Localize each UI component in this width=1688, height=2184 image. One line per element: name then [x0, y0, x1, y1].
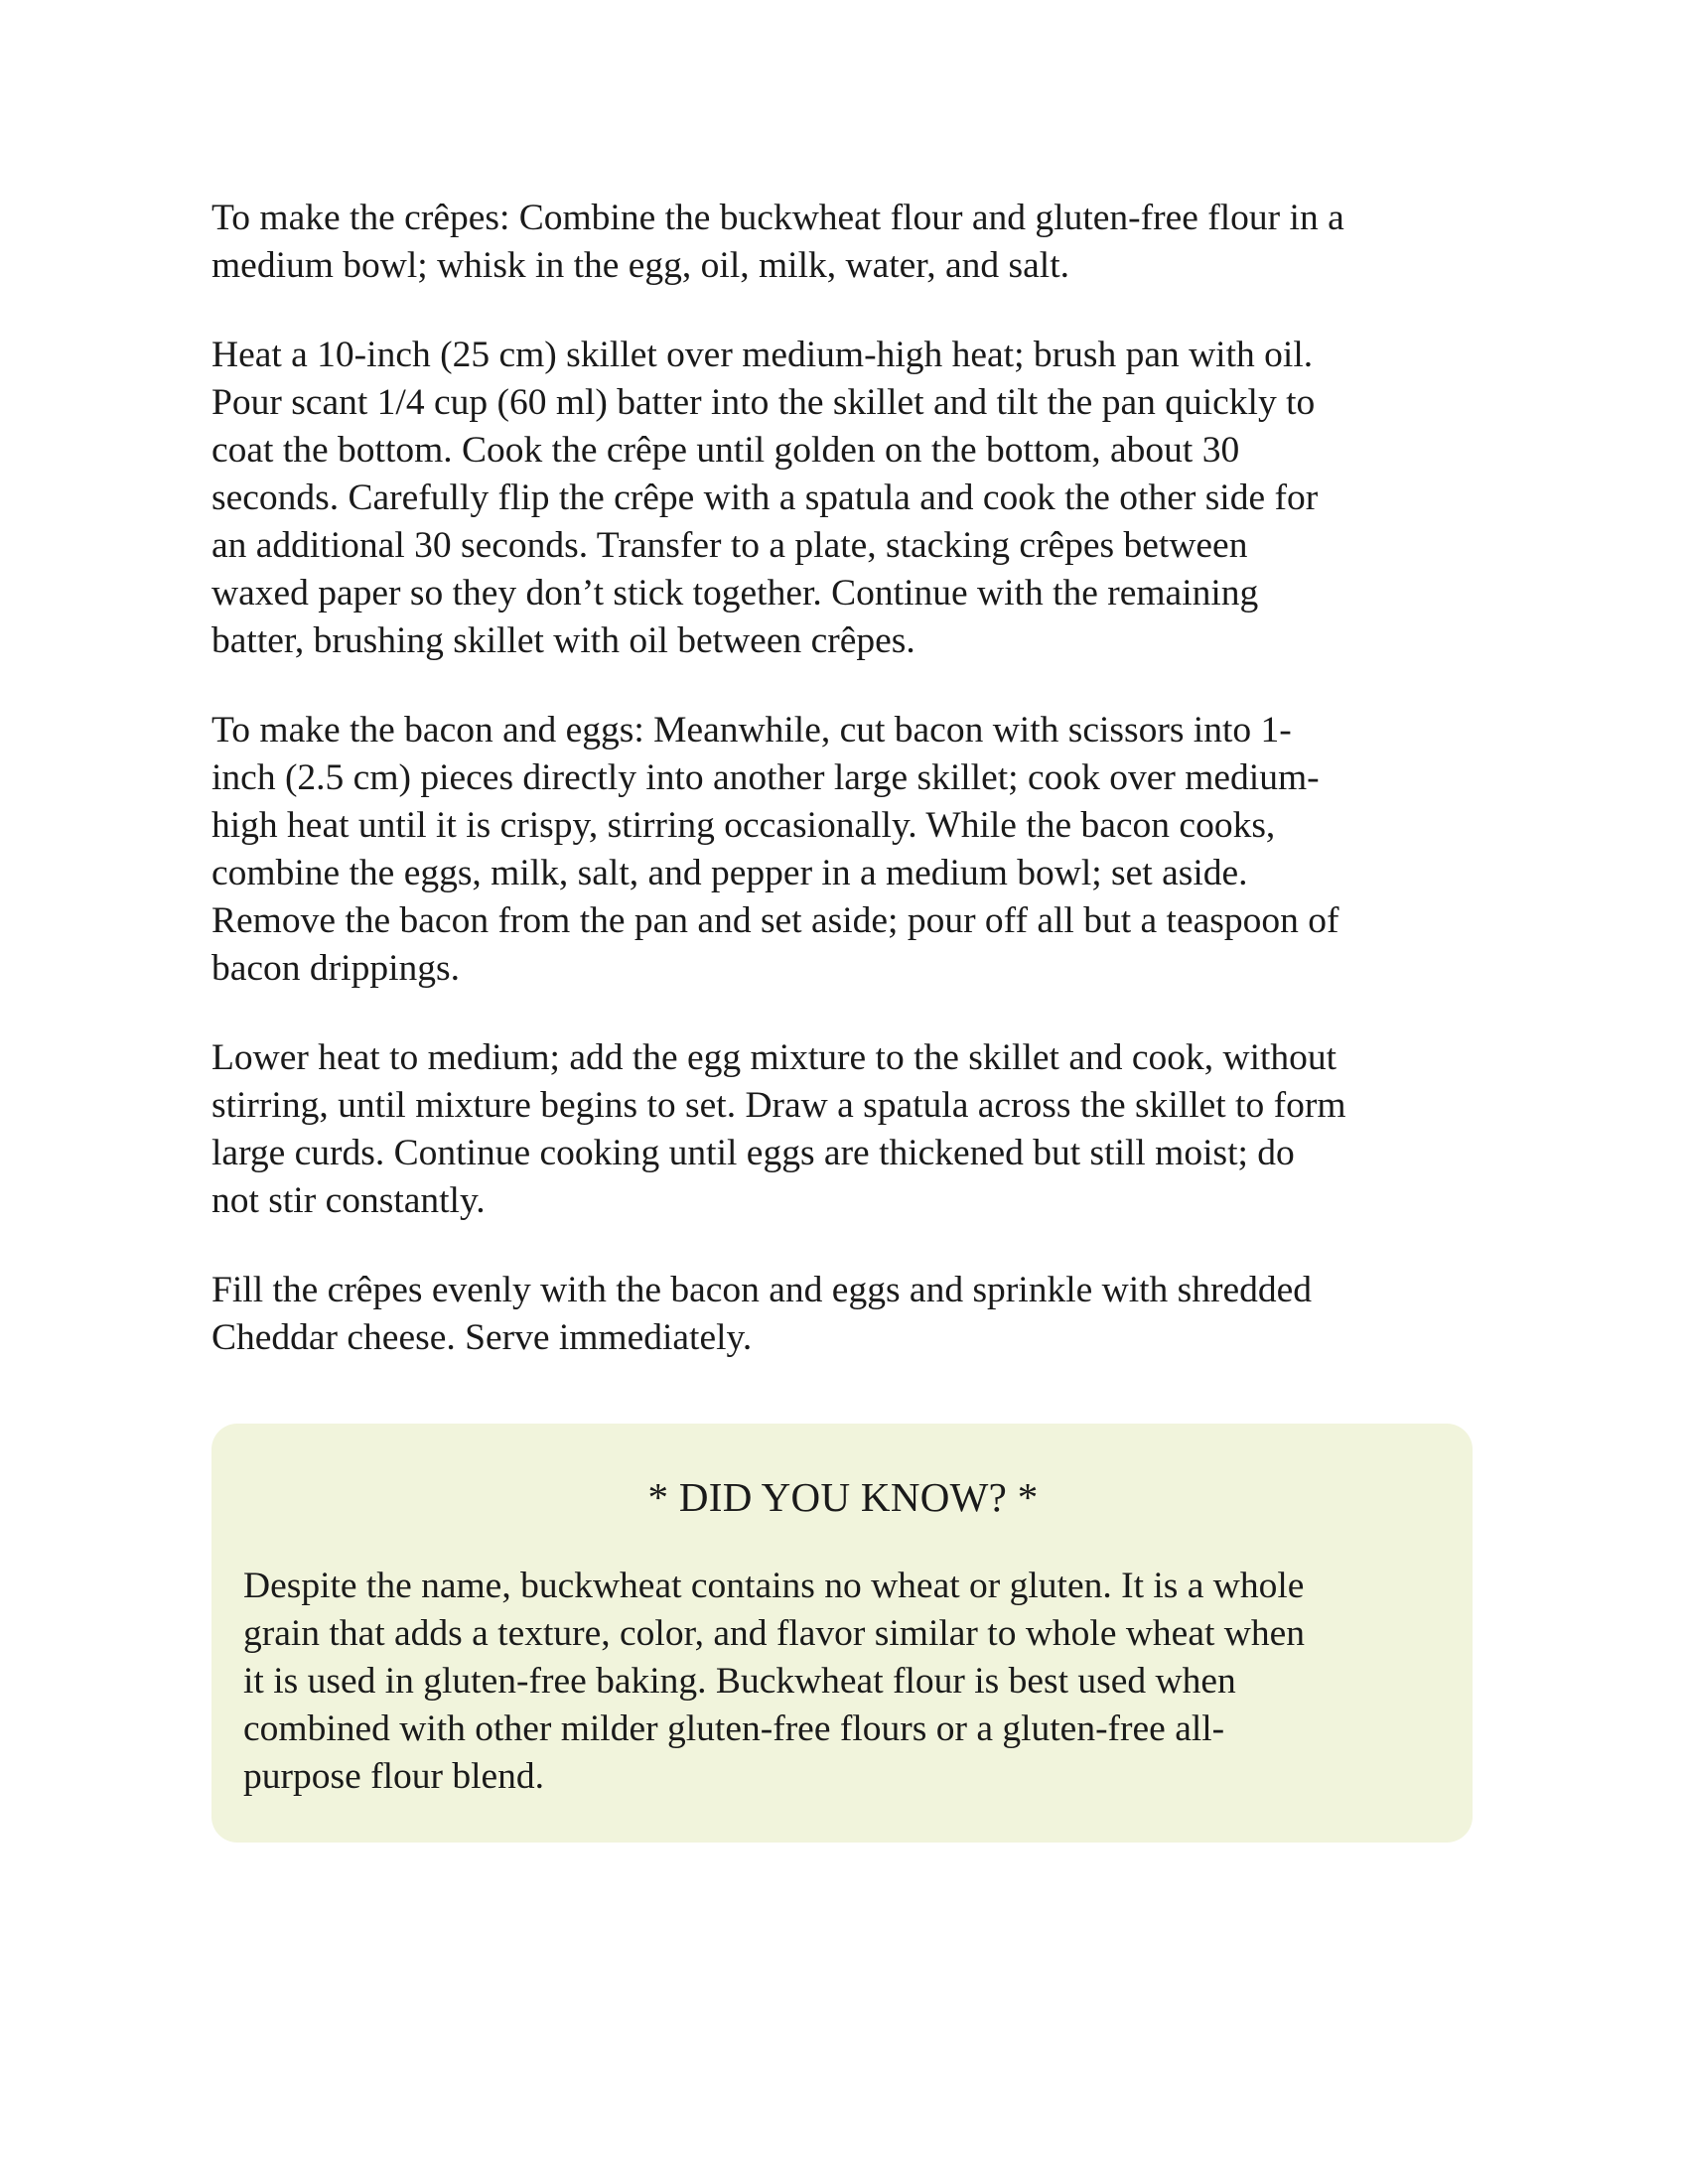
did-you-know-box: [211, 1424, 1473, 1843]
instruction-crepes-batter: To make the crêpes: Combine the buckwheat flour and gluten-free flour in a medium bowl; whisk in the egg, oil, milk, water, and salt.: [211, 198, 1344, 286]
did-you-know-body: Despite the name, buckwheat contains no wheat or gluten. It is a whole grain that adds a texture, color, and flavor similar to whole wheat when it is used in gluten-free baking. Buckwheat flour is best used when combined with other milder gluten-free flours or a gluten-free all- purpose flour blend.: [243, 1566, 1305, 1797]
recipe-instructions: [211, 195, 1492, 1404]
instruction-bacon-and-eggs: To make the bacon and eggs: Meanwhile, cut bacon with scissors into 1- inch (2.5 cm) pieces directly into another large skillet; cook over medium- high heat until it is crispy, stirring occasionally. While the bacon cooks, combine the eggs, milk, salt, and pepper in a medium bowl; set aside. Remove the bacon from the pan and set aside; pour off all but a teaspoon of bacon drippings.: [211, 710, 1339, 989]
did-you-know-title: * DID YOU KNOW? *: [647, 1474, 1039, 1520]
instruction-fill-and-serve: Fill the crêpes evenly with the bacon and eggs and sprinkle with shredded Cheddar cheese. Serve immediately.: [211, 1270, 1313, 1358]
instruction-crepes-cooking: Heat a 10-inch (25 cm) skillet over medium-high heat; brush pan with oil. Pour scant 1/4 cup (60 ml) batter into the skillet and tilt the pan quickly to coat the bottom. Cook the crêpe until golden on the bottom, about 30 seconds. Carefully flip the crêpe with a spatula and cook the other side for an additional 30 seconds. Transfer to a plate, stacking crêpes between waxed paper so they don’t stick together. Continue with the remaining batter, brushing skillet with oil between crêpes.: [211, 335, 1319, 661]
instruction-scramble-eggs: Lower heat to medium; add the egg mixture to the skillet and cook, without stirring, until mixture begins to set. Draw a spatula across the skillet to form large curds. Continue cooking until eggs are thickened but still moist; do not stir constantly.: [211, 1037, 1346, 1221]
